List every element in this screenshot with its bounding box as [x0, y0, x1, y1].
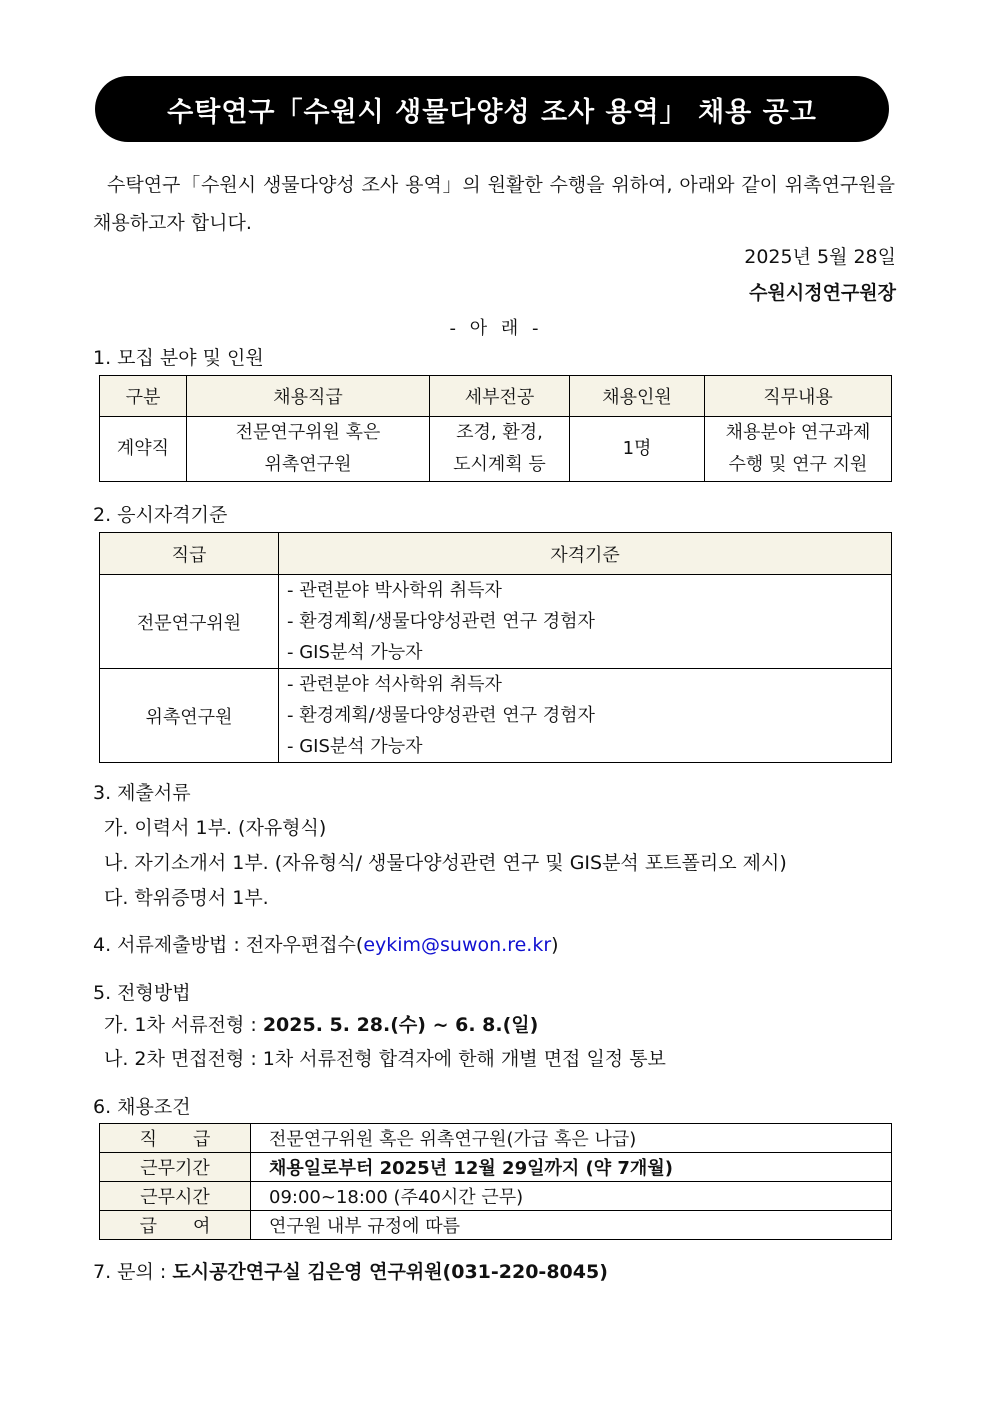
intro-paragraph: 수탁연구「수원시 생물다양성 조사 용역」의 원활한 수행을 위하여, 아래와 같이 위촉연구원을 채용하고자 합니다.	[93, 174, 895, 234]
table-row	[100, 1182, 892, 1211]
col-header: 구분	[100, 376, 187, 417]
section-3-heading: 3. 제출서류	[93, 782, 191, 804]
cell-line: 수행 및 연구 지원	[728, 454, 868, 475]
signer: 수원시정연구원장	[749, 282, 896, 304]
cell-duty	[705, 417, 892, 482]
table-row	[100, 669, 892, 763]
table-row	[100, 575, 892, 669]
submission-label: 4. 서류제출방법 : 전자우편접수(	[93, 934, 364, 956]
section-1-heading: 1. 모집 분야 및 인원	[93, 347, 264, 369]
criteria-item: - 환경계획/생물다양성관련 연구 경험자	[287, 705, 595, 726]
cell-line: 위촉연구원	[264, 454, 352, 475]
email-link[interactable]: eykim@suwon.re.kr	[363, 934, 552, 956]
criteria-item: - GIS분석 가능자	[287, 642, 423, 663]
document-item: 나. 자기소개서 1부. (자유형식/ 생물다양성관련 연구 및 GIS분석 포트폴리오 제시)	[104, 852, 787, 874]
screening-first	[104, 1010, 538, 1037]
col-header: 세부전공	[430, 376, 570, 417]
inquiry-label: 7. 문의 :	[93, 1261, 173, 1283]
criteria-item: - 환경계획/생물다양성관련 연구 경험자	[287, 611, 595, 632]
condition-value: 채용일로부터 2025년 12월 29일까지 (약 7개월)	[251, 1153, 892, 1182]
col-header: 자격기준	[279, 533, 892, 575]
qualification-table	[99, 532, 892, 763]
condition-label: 급 여	[100, 1211, 251, 1240]
cell-line: 조경, 환경,	[456, 422, 543, 443]
announcement-date: 2025년 5월 28일	[744, 246, 896, 268]
col-header: 직무내용	[705, 376, 892, 417]
table-row	[100, 417, 892, 482]
cell-line: 전문연구위원 혹은	[235, 422, 381, 443]
cell-criteria	[279, 669, 892, 763]
screening-first-label: 가. 1차 서류전형 :	[104, 1014, 263, 1036]
table-row	[100, 1211, 892, 1240]
section-4-line	[93, 930, 559, 957]
criteria-item: - GIS분석 가능자	[287, 736, 423, 757]
cell-position	[187, 417, 430, 482]
condition-value: 연구원 내부 규정에 따름	[251, 1211, 892, 1240]
table-row	[100, 1153, 892, 1182]
section-5-heading: 5. 전형방법	[93, 982, 191, 1004]
col-header: 직급	[100, 533, 279, 575]
condition-value: 09:00~18:00 (주40시간 근무)	[251, 1182, 892, 1211]
section-6-heading: 6. 채용조건	[93, 1096, 191, 1118]
screening-first-value: 2025. 5. 28.(수) ~ 6. 8.(일)	[262, 1014, 539, 1036]
col-header: 채용인원	[570, 376, 705, 417]
screening-second: 나. 2차 면접전형 : 1차 서류전형 합격자에 한해 개별 면접 일정 통보	[104, 1048, 666, 1070]
condition-label: 근무시간	[100, 1182, 251, 1211]
cell-grade: 전문연구위원	[100, 575, 279, 669]
inquiry-contact: 도시공간연구실 김은영 연구위원(031-220-8045)	[172, 1261, 608, 1283]
cell-line: 도시계획 등	[453, 454, 546, 475]
criteria-item: - 관련분야 석사학위 취득자	[287, 674, 502, 695]
cell-major	[430, 417, 570, 482]
cell-grade: 위촉연구원	[100, 669, 279, 763]
col-header: 채용직급	[187, 376, 430, 417]
submission-suffix: )	[551, 934, 559, 956]
condition-label: 근무기간	[100, 1153, 251, 1182]
section-7-line	[93, 1257, 608, 1284]
recruitment-table	[99, 375, 892, 482]
cell-criteria	[279, 575, 892, 669]
table-row	[100, 1124, 892, 1153]
cell-count: 1명	[570, 417, 705, 482]
condition-value: 전문연구위원 혹은 위촉연구원(가급 혹은 나급)	[251, 1124, 892, 1153]
document-item: 다. 학위증명서 1부.	[104, 887, 269, 909]
cell-line: 채용분야 연구과제	[725, 422, 871, 443]
conditions-table	[99, 1123, 892, 1240]
document-item: 가. 이력서 1부. (자유형식)	[104, 817, 327, 839]
section-2-heading: 2. 응시자격기준	[93, 504, 228, 526]
below-marker: - 아 래 -	[449, 318, 543, 339]
condition-label: 직 급	[100, 1124, 251, 1153]
criteria-item: - 관련분야 박사학위 취득자	[287, 580, 502, 601]
page-title: 수탁연구「수원시 생물다양성 조사 용역」 채용 공고	[95, 76, 889, 142]
cell-type: 계약직	[100, 417, 187, 482]
